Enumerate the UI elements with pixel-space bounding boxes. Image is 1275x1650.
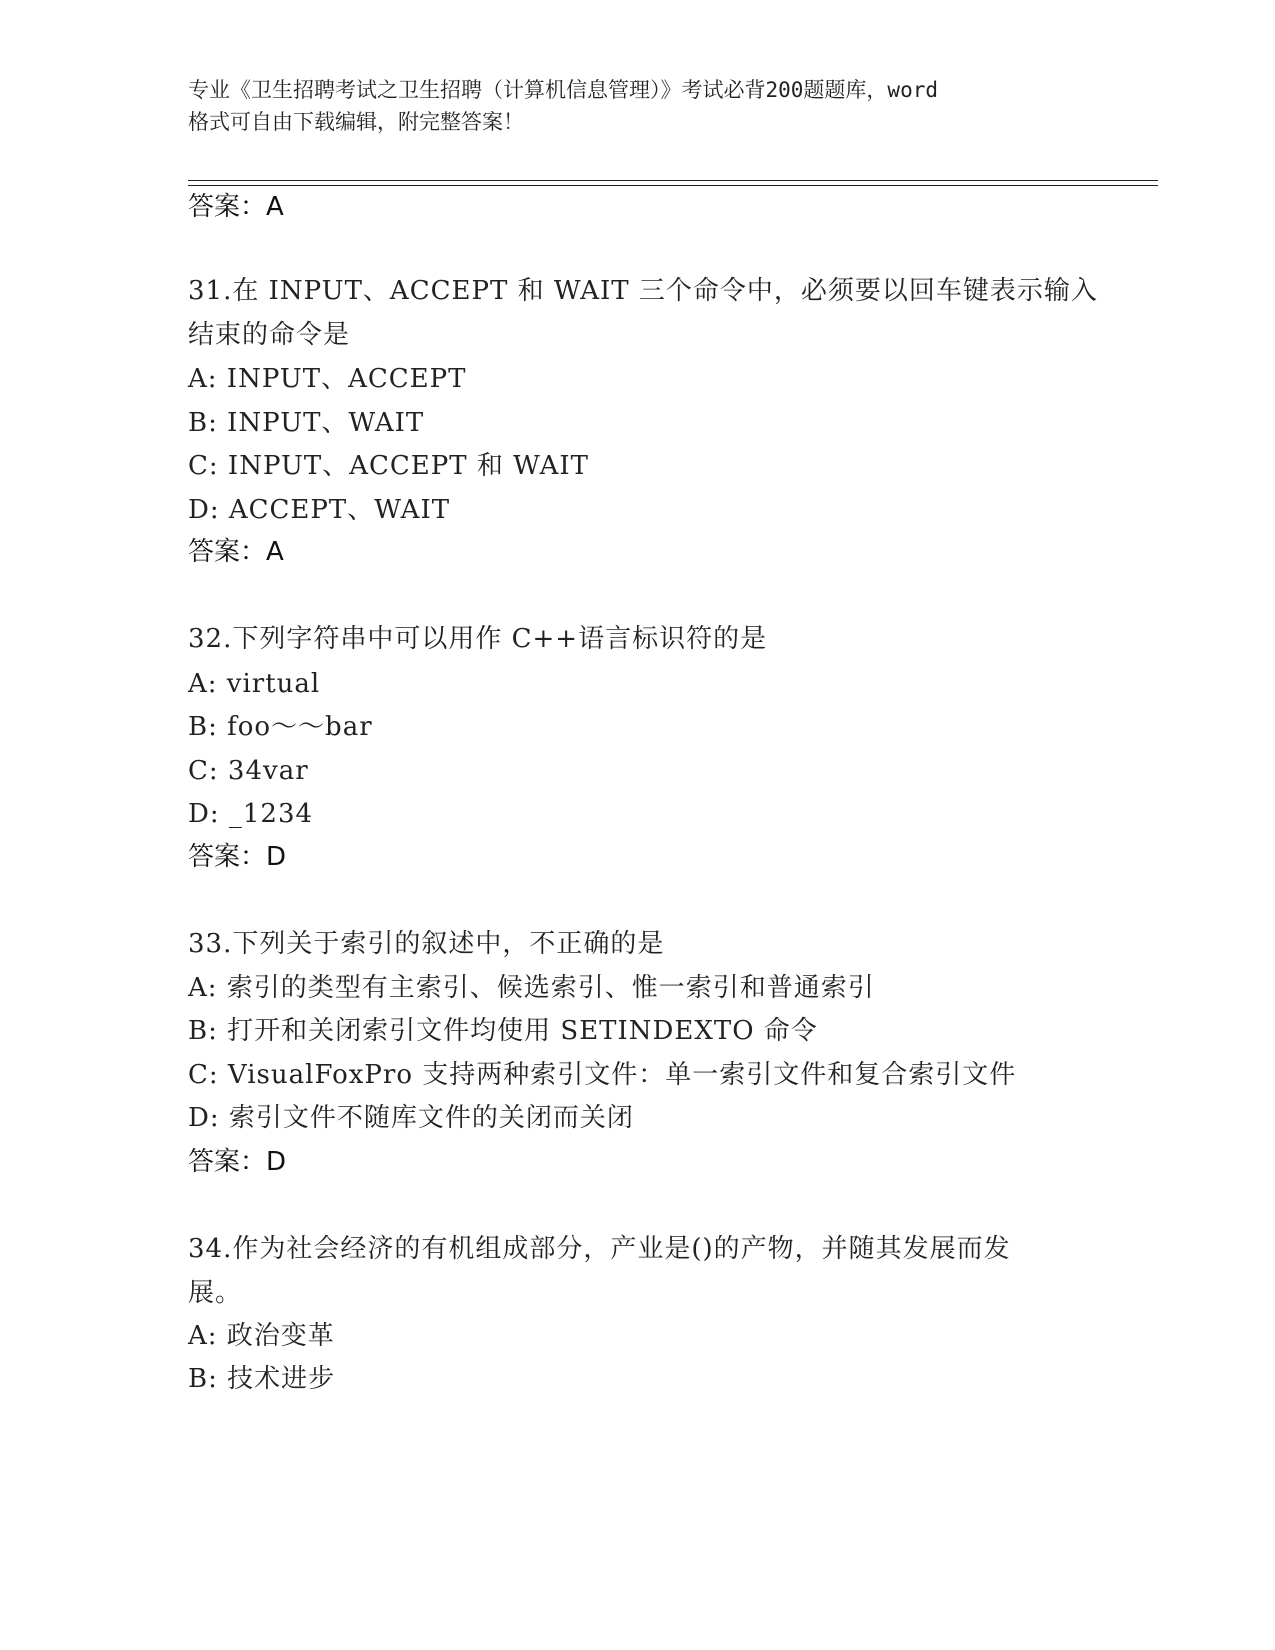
question-34-option-a: A: 政治变革 (188, 1321, 335, 1351)
question-33-option-a: A: 索引的类型有主索引、候选索引、惟一索引和普通索引 (188, 973, 875, 1003)
question-31-answer: 答案：A (188, 537, 284, 567)
question-32-option-a: A: virtual (188, 669, 321, 699)
question-34-option-b: B: 技术进步 (188, 1364, 336, 1394)
question-33-option-c: C: VisualFoxPro 支持两种索引文件：单一索引文件和复合索引文件 (188, 1060, 1017, 1090)
question-31-option-d: D: ACCEPT、WAIT (188, 495, 451, 525)
answer-prev: 答案：A (188, 192, 284, 222)
question-32-stem-line-1: 32.下列字符串中可以用作 C++语言标识符的是 (188, 624, 768, 654)
question-32-answer: 答案：D (188, 842, 287, 872)
header-line-1: 专业《卫生招聘考试之卫生招聘（计算机信息管理）》考试必背200题题库，word (188, 78, 938, 102)
question-31-option-b: B: INPUT、WAIT (188, 408, 425, 438)
question-34-stem-line-1: 34.作为社会经济的有机组成部分，产业是()的产物，并随其发展而发 (188, 1234, 1011, 1264)
question-33-option-b: B: 打开和关闭索引文件均使用 SETINDEXTO 命令 (188, 1016, 818, 1046)
document-header (188, 74, 1088, 138)
header-line-2: 格式可自由下载编辑，附完整答案！ (188, 110, 524, 134)
header-divider-bottom (188, 185, 1158, 186)
question-32-option-c: C: 34var (188, 756, 309, 786)
question-33-option-d: D: 索引文件不随库文件的关闭而关闭 (188, 1103, 634, 1133)
question-31-option-a: A: INPUT、ACCEPT (188, 364, 467, 394)
header-divider-top (188, 180, 1158, 181)
question-31-stem-line-1: 31.在 INPUT、ACCEPT 和 WAIT 三个命令中，必须要以回车键表示输入 (188, 276, 1098, 306)
question-32-option-b: B: foo～～bar (188, 712, 373, 742)
question-31-option-c: C: INPUT、ACCEPT 和 WAIT (188, 451, 589, 481)
question-32-option-d: D: _1234 (188, 799, 314, 829)
question-31-stem-line-2: 结束的命令是 (188, 320, 351, 350)
question-33-answer: 答案：D (188, 1147, 287, 1177)
question-34-stem-line-2: 展。 (188, 1278, 243, 1308)
question-33-stem-line-1: 33.下列关于索引的叙述中，不正确的是 (188, 929, 665, 959)
